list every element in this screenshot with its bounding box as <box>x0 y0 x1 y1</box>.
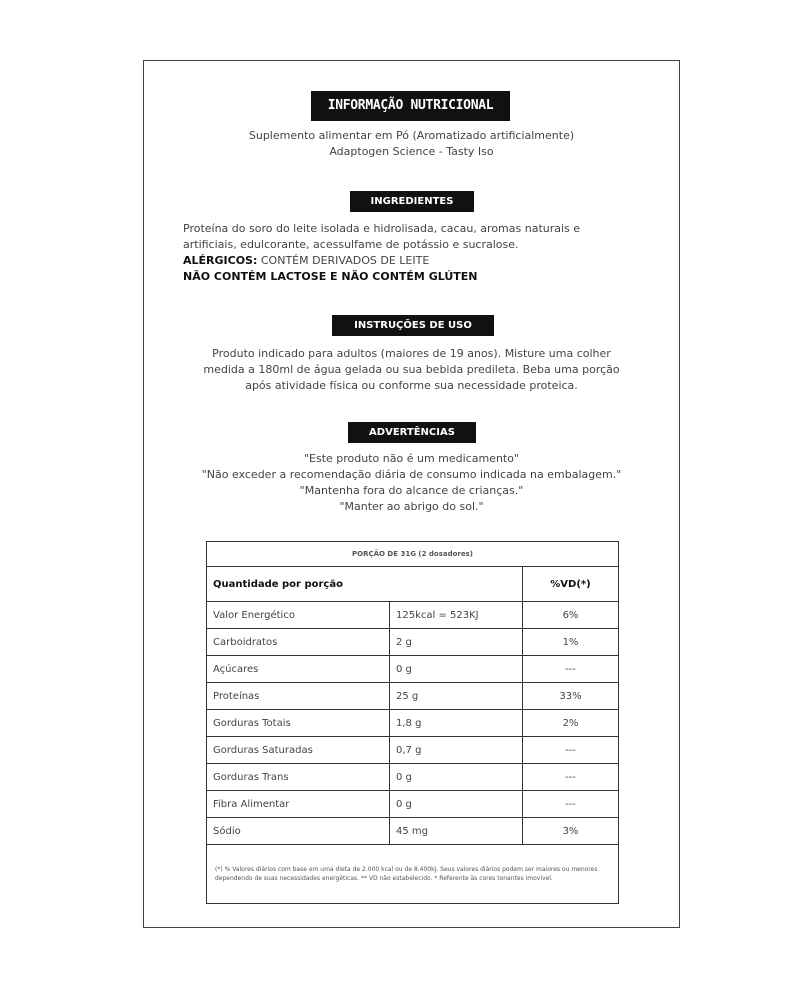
nutrient-amount: 25 g <box>390 683 523 710</box>
nutrient-vd: --- <box>523 764 619 791</box>
portion-size: PORÇÃO DE 31G (2 dosadores) <box>207 542 619 567</box>
instructions-heading: INSTRUÇÕES DE USO <box>332 315 494 336</box>
nutrition-table <box>206 541 619 904</box>
nutrient-amount: 125kcal = 523KJ <box>390 602 523 629</box>
table-header-row <box>207 567 619 602</box>
table-row <box>207 710 619 737</box>
lactose-gluten-free: NÃO CONTÉM LACTOSE E NÃO CONTÉM GLÚTEN <box>183 270 478 283</box>
instructions-line1: Produto indicado para adultos (maiores de 19 anos). Misture uma colher <box>212 347 611 360</box>
table-footnote: (*) % Valores diários com base em uma dieta de 2.000 kcal ou de 8.400kJ. Seus valores diários podem ser maiores ou menores dependendo de suas necessidades energéticas. ** VD não estabelecido. * Referente às cores tonantes imovível. <box>207 845 619 904</box>
allergens-label: ALÉRGICOS: <box>183 254 258 267</box>
vd-header: %VD(*) <box>523 567 619 602</box>
table-row <box>207 602 619 629</box>
nutrient-vd: --- <box>523 737 619 764</box>
nutrient-vd: 3% <box>523 818 619 845</box>
table-row <box>207 656 619 683</box>
quantity-header: Quantidade por porção <box>207 567 523 602</box>
table-row <box>207 737 619 764</box>
nutrition-title: INFORMAÇÃO NUTRICIONAL <box>311 91 510 121</box>
nutrient-name: Sódio <box>207 818 390 845</box>
ingredients-line2: artificiais, edulcorante, acessulfame de potássio e sucralose. <box>183 238 519 251</box>
nutrient-vd: 33% <box>523 683 619 710</box>
table-row <box>207 818 619 845</box>
product-description: Suplemento alimentar em Pó (Aromatizado artificialmente) <box>248 129 575 142</box>
nutrient-vd: --- <box>523 656 619 683</box>
warning-line4: "Manter ao abrigo do sol." <box>339 500 484 513</box>
instructions-line2: medida a 180ml de água gelada ou sua bebida predileta. Beba uma porção <box>203 363 620 376</box>
ingredients-heading: INGREDIENTES <box>350 191 474 212</box>
nutrient-amount: 0 g <box>390 656 523 683</box>
warning-line2: "Não exceder a recomendação diária de consumo indicada na embalagem." <box>201 468 622 481</box>
warning-line3: "Mantenha fora do alcance de crianças." <box>299 484 524 497</box>
nutrient-name: Gorduras Totais <box>207 710 390 737</box>
table-row <box>207 629 619 656</box>
nutrient-vd: --- <box>523 791 619 818</box>
nutrient-name: Valor Energético <box>207 602 390 629</box>
table-row <box>207 683 619 710</box>
nutrient-amount: 1,8 g <box>390 710 523 737</box>
allergens-line <box>183 253 429 269</box>
nutrient-amount: 45 mg <box>390 818 523 845</box>
nutrient-amount: 0 g <box>390 764 523 791</box>
nutrient-amount: 0,7 g <box>390 737 523 764</box>
allergens-text: CONTÉM DERIVADOS DE LEITE <box>257 254 430 267</box>
nutrient-amount: 2 g <box>390 629 523 656</box>
nutrient-name: Fibra Alimentar <box>207 791 390 818</box>
table-row <box>207 764 619 791</box>
table-row <box>207 791 619 818</box>
nutrient-name: Gorduras Trans <box>207 764 390 791</box>
nutrient-amount: 0 g <box>390 791 523 818</box>
warning-line1: "Este produto não é um medicamento" <box>303 452 520 465</box>
nutrient-name: Gorduras Saturadas <box>207 737 390 764</box>
nutrient-name: Proteínas <box>207 683 390 710</box>
instructions-line3: após atividade física ou conforme sua necessidade proteica. <box>245 379 578 392</box>
warnings-heading: ADVERTÊNCIAS <box>348 422 476 443</box>
ingredients-line1: Proteína do soro do leite isolada e hidrolisada, cacau, aromas naturais e <box>183 222 581 235</box>
nutrient-name: Açúcares <box>207 656 390 683</box>
nutrient-vd: 1% <box>523 629 619 656</box>
product-name: Adaptogen Science - Tasty Iso <box>329 145 494 158</box>
nutrient-vd: 6% <box>523 602 619 629</box>
nutrient-name: Carboidratos <box>207 629 390 656</box>
nutrient-vd: 2% <box>523 710 619 737</box>
